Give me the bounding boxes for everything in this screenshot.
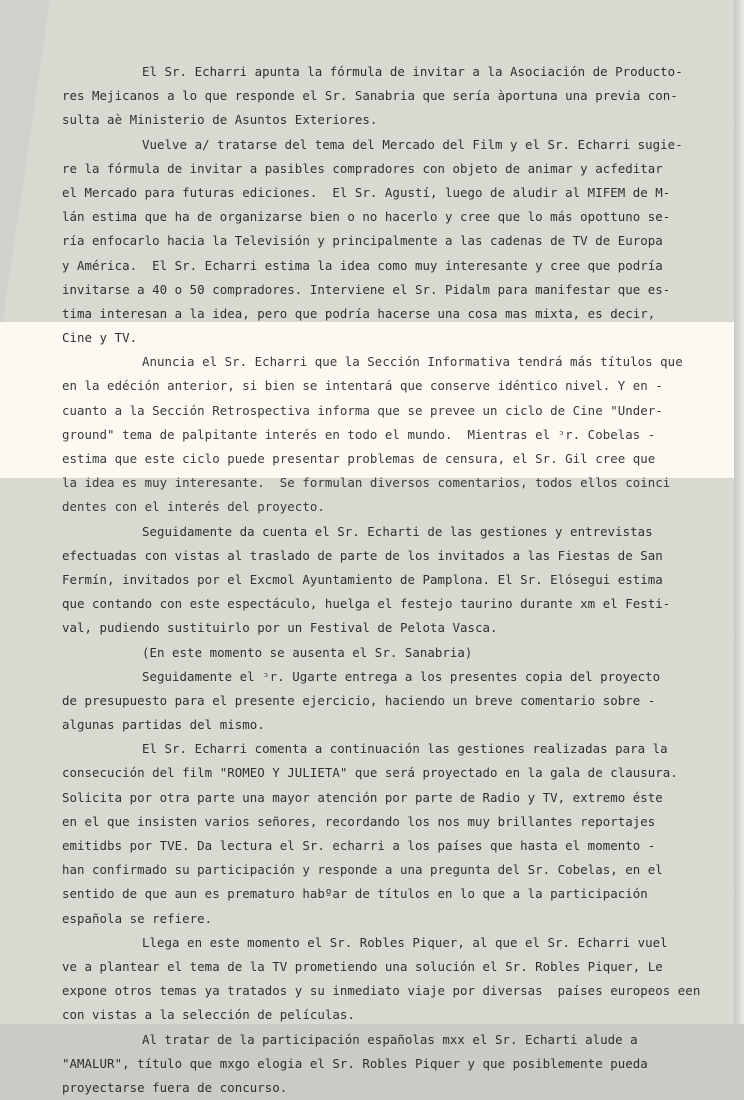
text-line: con vistas a la selección de películas. [62, 1003, 726, 1027]
text-line: sentido de que aun es prematuro habºar de títulos en lo que a la participación [62, 882, 726, 906]
text-line: Solicita por otra parte una mayor atención por parte de Radio y TV, extremo éste [62, 786, 726, 810]
text-line: Llega en este momento el Sr. Robles Piquer, al que el Sr. Echarri vuel [62, 931, 726, 955]
text-line: y América. El Sr. Echarri estima la idea como muy interesante y cree que podría [62, 254, 726, 278]
text-line: Seguidamente da cuenta el Sr. Echarti de las gestiones y entrevistas [62, 520, 726, 544]
highlighted-paragraph [62, 350, 726, 519]
text-line: ground" tema de palpitante interés en todo el mundo. Mientras el ᵓr. Cobelas - [62, 423, 726, 447]
text-line: ría enfocarlo hacia la Televisión y principalmente a las cadenas de TV de Europa [62, 229, 726, 253]
text-line: sulta aè Ministerio de Asuntos Exteriores. [62, 108, 726, 132]
paragraph [62, 133, 726, 351]
paragraph [62, 737, 726, 931]
text-line: Anuncia el Sr. Echarri que la Sección Informativa tendrá más títulos que [62, 350, 726, 374]
text-line: algunas partidas del mismo. [62, 713, 726, 737]
text-line: estima que este ciclo puede presentar problemas de censura, el Sr. Gil cree que [62, 447, 726, 471]
text-line: res Mejicanos a lo que responde el Sr. Sanabria que sería àportuna una previa con- [62, 84, 726, 108]
text-line: tima interesan a la idea, pero que podría hacerse una cosa mas mixta, es decir, [62, 302, 726, 326]
paragraph [62, 931, 726, 1028]
text-line: española se refiere. [62, 907, 726, 931]
text-line: Seguidamente el ᵓr. Ugarte entrega a los presentes copia del proyecto [62, 665, 726, 689]
text-line: el Mercado para futuras ediciones. El Sr. Agustí, luego de aludir al MIFEM de M- [62, 181, 726, 205]
text-line: en la edéción anterior, si bien se intentará que conserve idéntico nivel. Y en - [62, 374, 726, 398]
text-line: cuanto a la Sección Retrospectiva informa que se prevee un ciclo de Cine "Under- [62, 399, 726, 423]
text-line: re la fórmula de invitar a pasibles compradores con objeto de animar y acfeditar [62, 157, 726, 181]
paragraph [62, 641, 726, 665]
paragraph [62, 665, 726, 738]
text-line: proyectarse fuera de concurso. [62, 1076, 726, 1100]
text-line: El Sr. Echarri apunta la fórmula de invitar a la Asociación de Producto- [62, 60, 726, 84]
text-line: de presupuesto para el presente ejercicio, haciendo un breve comentario sobre - [62, 689, 726, 713]
paragraph [62, 1028, 726, 1100]
text-line: lán estima que ha de organizarse bien o no hacerlo y cree que lo más opottuno se- [62, 205, 726, 229]
text-line: Fermín, invitados por el Excmol Ayuntamiento de Pamplona. El Sr. Elósegui estima [62, 568, 726, 592]
text-line: consecución del film "ROMEO Y JULIETA" que será proyectado en la gala de clausura. [62, 761, 726, 785]
page-right-edge [734, 0, 744, 1024]
text-line: El Sr. Echarri comenta a continuación las gestiones realizadas para la [62, 737, 726, 761]
text-line: invitarse a 40 o 50 compradores. Interviene el Sr. Pidalm para manifestar que es- [62, 278, 726, 302]
text-line: efectuadas con vistas al traslado de parte de los invitados a las Fiestas de San [62, 544, 726, 568]
text-line: que contando con este espectáculo, huelga el festejo taurino durante xm el Festi- [62, 592, 726, 616]
text-line: emitidbs por TVE. Da lectura el Sr. echarri a los países que hasta el momento - [62, 834, 726, 858]
text-line: val, pudiendo sustituirlo por un Festival de Pelota Vasca. [62, 616, 726, 640]
text-line: (En este momento se ausenta el Sr. Sanabria) [62, 641, 726, 665]
text-line: dentes con el interés del proyecto. [62, 495, 726, 519]
document-body [62, 60, 726, 1100]
text-line: la idea es muy interesante. Se formulan diversos comentarios, todos ellos coinci [62, 471, 726, 495]
text-line: han confirmado su participación y responde a una pregunta del Sr. Cobelas, en el [62, 858, 726, 882]
text-line: en el que insisten varios señores, recordando los nos muy brillantes reportajes [62, 810, 726, 834]
paragraph [62, 520, 726, 641]
text-line: expone otros temas ya tratados y su inmediato viaje por diversas países europeos een [62, 979, 726, 1003]
text-line: Vuelve a/ tratarse del tema del Mercado del Film y el Sr. Echarri sugie- [62, 133, 726, 157]
text-line: Cine y TV. [62, 326, 726, 350]
paragraph [62, 60, 726, 133]
text-line: "AMALUR", título que mxgo elogia el Sr. Robles Piquer y que posiblemente pueda [62, 1052, 726, 1076]
text-line: ve a plantear el tema de la TV prometiendo una solución el Sr. Robles Piquer, Le [62, 955, 726, 979]
text-line: Al tratar de la participación españolas mxx el Sr. Echarti alude a [62, 1028, 726, 1052]
